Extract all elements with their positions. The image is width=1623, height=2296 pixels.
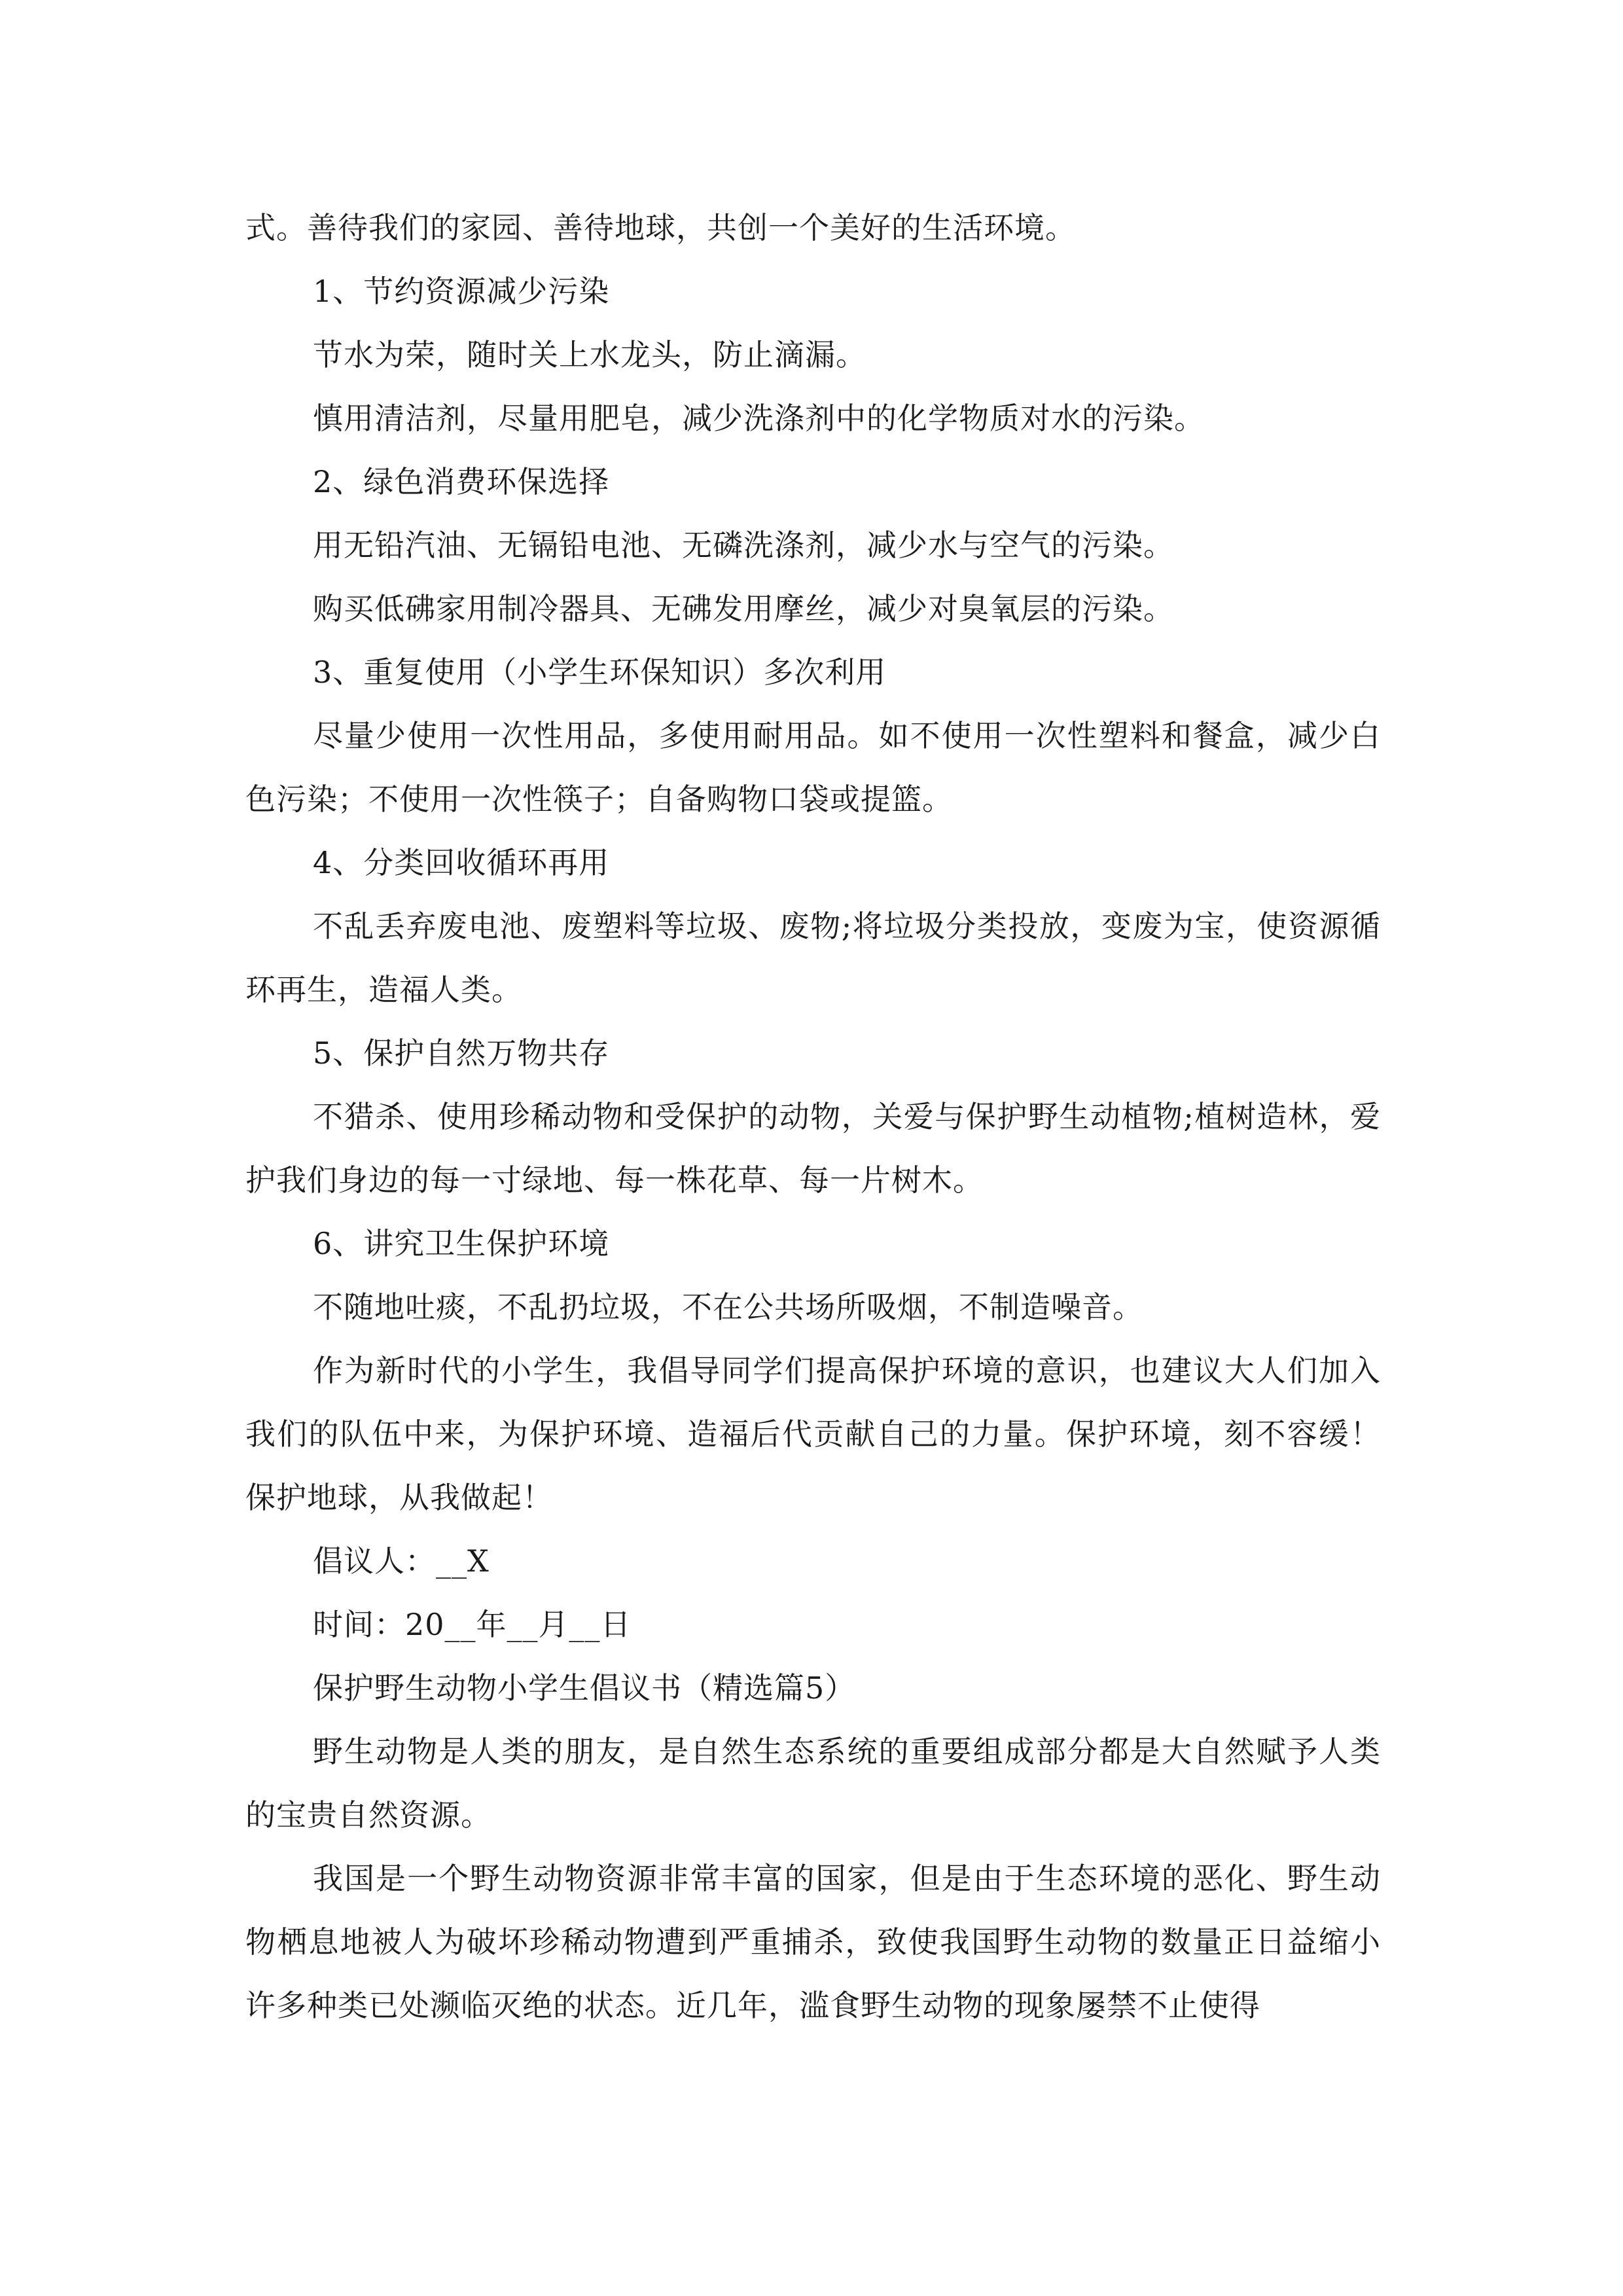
- paragraph: 不随地吐痰，不乱扔垃圾，不在公共场所吸烟，不制造噪音。: [313, 1289, 1143, 1325]
- paragraph: 慎用清洁剂，尽量用肥皂，减少洗涤剂中的化学物质对水的污染。: [313, 401, 1205, 436]
- paragraph: 尽量少使用一次性用品，多使用耐用品。如不使用一次性塑料和餐盒，减少白色污染；不使用一次性筷子；自备购物口袋或提篮。: [245, 718, 1381, 817]
- section-title: 保护野生动物小学生倡议书（精选篇5）: [313, 1670, 856, 1706]
- paragraph-continuation: 式。善待我们的家园、善待地球，共创一个美好的生活环境。: [245, 210, 1076, 245]
- paragraph: 野生动物是人类的朋友，是自然生态系统的重要组成部分都是大自然赋予人类的宝贵自然资源。: [245, 1734, 1381, 1833]
- date-line: 时间：20__年__月__日: [313, 1607, 632, 1642]
- paragraph: 不乱丢弃废电池、废塑料等垃圾、废物;将垃圾分类投放，变废为宝，使资源循环再生，造福人类。: [245, 908, 1381, 1007]
- paragraph: 作为新时代的小学生，我倡导同学们提高保护环境的意识，也建议大人们加入我们的队伍中来，为保护环境、造福后代贡献自己的力量。保护环境，刻不容缓！保护地球，从我做起！: [245, 1353, 1381, 1515]
- document-page: [245, 196, 1381, 2037]
- paragraph: 用无铅汽油、无镉铅电池、无磷洗涤剂，减少水与空气的污染。: [313, 528, 1174, 563]
- heading-green-consumption: 2、绿色消费环保选择: [313, 464, 610, 499]
- heading-hygiene: 6、讲究卫生保护环境: [313, 1226, 610, 1261]
- signature-line: 倡议人：__X: [313, 1543, 490, 1579]
- heading-recycle: 4、分类回收循环再用: [313, 845, 610, 880]
- paragraph: 购买低砩家用制冷器具、无砩发用摩丝，减少对臭氧层的污染。: [313, 591, 1174, 626]
- heading-reuse: 3、重复使用（小学生环保知识）多次利用: [313, 655, 887, 690]
- heading-save-resources: 1、节约资源减少污染: [313, 274, 610, 309]
- paragraph: 节水为荣，随时关上水龙头，防止滴漏。: [313, 337, 866, 372]
- paragraph: 不猎杀、使用珍稀动物和受保护的动物，关爱与保护野生动植物;植树造林，爱护我们身边的每一寸绿地、每一株花草、每一片树木。: [245, 1099, 1381, 1198]
- heading-protect-nature: 5、保护自然万物共存: [313, 1035, 610, 1071]
- paragraph: 我国是一个野生动物资源非常丰富的国家，但是由于生态环境的恶化、野生动物栖息地被人为破坏珍稀动物遭到严重捕杀，致使我国野生动物的数量正日益缩小许多种类已处濒临灭绝的状态。近几年，滥食野生动物的现象屡禁不止使得: [245, 1861, 1381, 2023]
